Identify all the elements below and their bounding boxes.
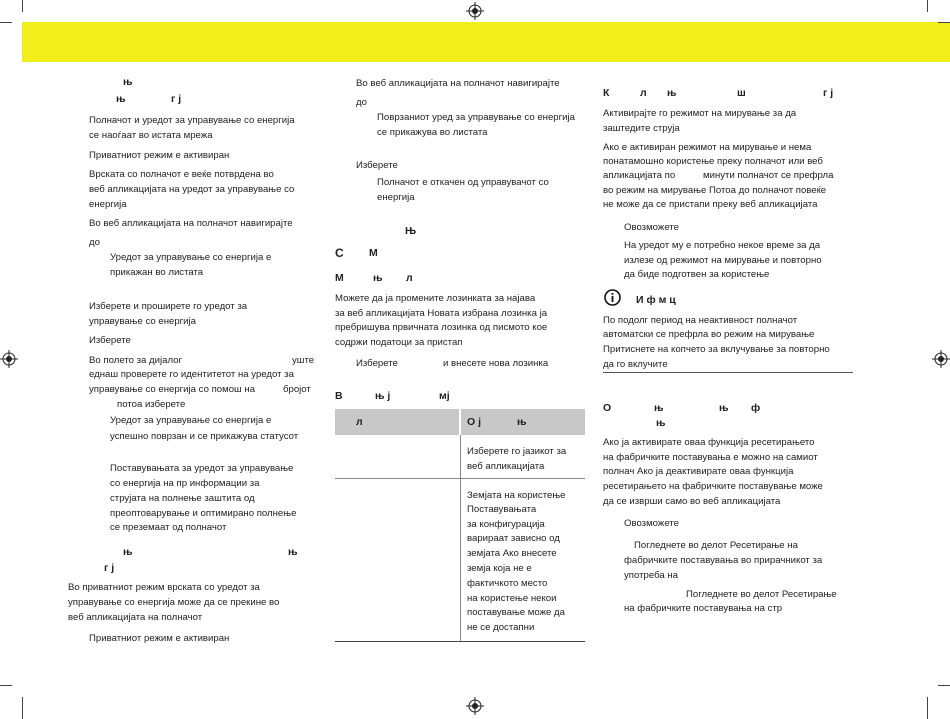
- text-line: Во веб апликацијата на полначот навигирајте: [89, 218, 293, 229]
- info-heading: И ф м ц: [636, 294, 676, 306]
- subsection-heading: л: [406, 272, 413, 284]
- section-heading: О: [603, 402, 612, 414]
- text-line: На уредот му е потребно некое време за да: [624, 240, 821, 251]
- text-line: Полначот е откачен од управувачот со: [377, 177, 549, 188]
- text-line: Во приватниот режим врската со уредот за: [68, 582, 260, 593]
- table-cell: земјата Ако внесете: [467, 548, 557, 559]
- table-cell: фактичкото место: [467, 578, 548, 589]
- section-heading: ш: [737, 87, 746, 99]
- text-line: Поврзаниот уред за управување со енергија: [377, 112, 575, 123]
- text-line: Приватниот режим е активиран: [89, 150, 230, 161]
- crop-mark: [938, 22, 950, 23]
- text-line: Притиснете на копчето за вклучување за повторно: [603, 344, 830, 355]
- text-line: се преземаат од полначот: [110, 522, 227, 533]
- text-line: Изберете: [356, 358, 398, 369]
- text-line: да биде подготвен за користење: [624, 269, 770, 280]
- text-line: ресетирањето на фабричките поставување може: [603, 481, 823, 492]
- section-heading: њ: [123, 546, 133, 558]
- section-heading: њ: [719, 402, 729, 414]
- text-line: управување со енергија може да се прекине во: [68, 597, 280, 608]
- text-line: апликацијата по: [603, 170, 676, 181]
- section-heading: њ: [116, 93, 126, 105]
- text-line: Уредот за управување со енергија е: [110, 252, 272, 263]
- text-line: пребришува првичната лозинка од писмото кое: [335, 322, 548, 333]
- text-line: Врската со полначот е веќе потврдена во: [89, 169, 274, 180]
- text-line: и внесете нова лозинка: [443, 358, 549, 369]
- crop-mark: [0, 685, 12, 686]
- text-line: на фабричките поставувања на стр: [624, 603, 783, 614]
- text-line: за веб апликацијата Новата избрана лозинка ја: [335, 308, 548, 319]
- section-heading: њ: [656, 417, 666, 429]
- text-line: веб апликацијата на полначот: [68, 612, 203, 623]
- text-line: Ако е активиран режимот на мирување и нема: [603, 142, 812, 153]
- text-line: По подолг период на неактивност полначот: [603, 315, 798, 326]
- table-column-divider: [460, 435, 461, 641]
- text-line: управување со енергија со помош на: [89, 384, 256, 395]
- crop-mark: [938, 685, 950, 686]
- subsection-heading: мј: [439, 390, 450, 402]
- text-line: Изберете: [89, 335, 131, 346]
- text-line: Во веб апликацијата на полначот навигирајте: [356, 78, 560, 89]
- registration-mark-icon: [466, 697, 484, 715]
- section-heading: К: [603, 87, 610, 99]
- text-line: Активирајте го режимот на мирување за да: [603, 108, 797, 119]
- info-box-rule: [603, 372, 853, 373]
- text-line: веб апликацијата на уредот за управување со: [89, 184, 295, 195]
- section-heading: г ј: [104, 562, 115, 574]
- text-line: Можете да ја промените лозинката за најава: [335, 293, 536, 304]
- text-line: фабричките поставувања во прирачникот за: [624, 555, 823, 566]
- table-cell: не се достапни: [467, 622, 535, 633]
- section-heading: г ј: [171, 93, 182, 105]
- text-line: се прикажува во листата: [377, 127, 488, 138]
- text-line: Изберете: [356, 160, 398, 171]
- subsection-heading: М: [335, 272, 344, 284]
- text-line: не може да се пристапи преку веб апликацијата: [603, 199, 818, 210]
- text-line: уште: [292, 355, 315, 366]
- section-heading: њ: [123, 76, 133, 88]
- text-line: до: [356, 97, 367, 108]
- text-line: да го вклучите: [603, 359, 668, 370]
- registration-mark-icon: [0, 350, 18, 368]
- table-cell: на користење некои: [467, 593, 557, 604]
- text-line: полнач Ако ја деактивирате оваа функција: [603, 466, 794, 477]
- table-row-divider: [335, 478, 585, 479]
- text-line: до: [89, 237, 100, 248]
- text-line: Полначот и уредот за управување со енергија: [89, 115, 295, 126]
- table-cell: Изберете го јазикот за: [467, 446, 567, 457]
- table-cell: Поставувањата: [467, 504, 537, 515]
- text-line: автоматски се префрла во режим на мирување: [603, 329, 815, 340]
- section-heading: њ: [654, 402, 664, 414]
- info-icon: [604, 289, 621, 306]
- table-cell: веб апликацијата: [467, 461, 545, 472]
- text-line: Ако ја активирате оваа функција ресетирањето: [603, 437, 815, 448]
- text-line: Овозможете: [624, 222, 679, 233]
- section-heading: г ј: [823, 87, 834, 99]
- text-line: Во полето за дијалог: [89, 355, 182, 366]
- header-color-band: [22, 22, 950, 62]
- section-heading: њ: [288, 546, 298, 558]
- table-cell: земја која не е: [467, 563, 532, 574]
- crop-mark: [22, 697, 23, 719]
- text-line: во режим на мирување Потоа до полначот повеќе: [603, 185, 827, 196]
- text-line: заштедите струја: [603, 123, 680, 134]
- text-line: Изберете и проширете го уредот за: [89, 301, 248, 312]
- table-cell: за конфигурација: [467, 519, 545, 530]
- text-line: енергија: [89, 199, 127, 210]
- text-line: бројот: [283, 384, 311, 395]
- table-header-cell: њ: [517, 416, 527, 428]
- text-line: Погледнете во делот Ресетирање: [686, 589, 837, 600]
- section-heading: ф: [751, 402, 761, 414]
- table-header-divider: [459, 409, 461, 435]
- table-bottom-rule: [335, 641, 585, 642]
- section-title: М: [369, 247, 378, 259]
- subsection-heading: њ: [373, 272, 383, 284]
- text-line: Погледнете во делот Ресетирање на: [634, 540, 798, 551]
- crop-mark: [22, 0, 23, 12]
- crop-mark: [927, 0, 928, 12]
- text-line: еднаш проверете го идентитетот на уредот за: [89, 369, 294, 380]
- subsection-heading: В: [335, 390, 343, 402]
- text-line: Поставувањата за уредот за управување: [110, 463, 294, 474]
- section-heading: л: [640, 87, 647, 99]
- table-cell: варираат зависно од: [467, 533, 560, 544]
- table-cell: поставување може да: [467, 607, 565, 618]
- registration-mark-icon: [466, 2, 484, 20]
- section-title: С: [335, 246, 344, 260]
- crop-mark: [927, 697, 928, 719]
- text-line: се наоѓаат во истата мрежа: [89, 130, 213, 141]
- text-line: на фабричките поставувања е можно на самиот: [603, 452, 818, 463]
- text-line: преоптоварување и оптимирано полнење: [110, 508, 297, 519]
- registration-mark-icon: [932, 350, 950, 368]
- text-line: со енергија на пр информации за: [110, 478, 260, 489]
- crop-mark: [0, 22, 12, 23]
- text-line: излезе од режимот на мирување и повторно: [624, 255, 822, 266]
- subsection-heading: њ ј: [375, 390, 391, 402]
- table-header-cell: л: [356, 416, 363, 428]
- text-line: успешно поврзан и се прикажува статусот: [110, 431, 299, 442]
- text-line: минути полначот се префрла: [703, 170, 834, 181]
- text-line: струјата на полнење заштита од: [110, 493, 255, 504]
- text-line: прикажан во листата: [110, 267, 204, 278]
- text-line: управување со енергија: [89, 316, 197, 327]
- text-line: потоа изберете: [117, 399, 186, 410]
- table-cell: Земјата на користење: [467, 490, 566, 501]
- section-heading: њ: [667, 87, 677, 99]
- text-line: Приватниот режим е активиран: [89, 633, 230, 644]
- text-line: понатамошно користење преку полначот или веб: [603, 156, 823, 167]
- table-header-cell: О ј: [467, 416, 482, 428]
- text-line: Овозможете: [624, 518, 679, 529]
- text-line: содржи податоци за пристап: [335, 337, 463, 348]
- text-line: да се изврши само во веб апликацијата: [603, 496, 781, 507]
- section-heading: Њ: [405, 225, 417, 237]
- text-line: употреба на: [624, 570, 678, 581]
- text-line: енергија: [377, 192, 415, 203]
- text-line: Уредот за управување со енергија е: [110, 415, 272, 426]
